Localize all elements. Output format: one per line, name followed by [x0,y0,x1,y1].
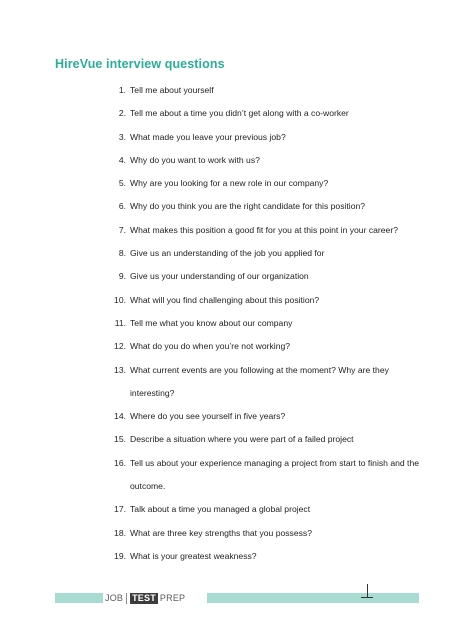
question-number: 1. [118,85,126,95]
question-text: What made you leave your previous job? [130,131,286,142]
question-number: 7. [118,224,126,235]
question-number: 16. [114,457,126,468]
question-text: What is your greatest weakness? [130,550,257,561]
question-number: 13. [114,364,126,375]
question-text: What will you find challenging about this position? [130,294,320,305]
question-list [108,79,428,568]
question-number: 14. [114,411,126,422]
logo-test-text: TEST [132,592,156,603]
question-item [108,102,428,125]
question-number: 19. [114,550,126,561]
question-item [108,126,428,149]
question-text: Why do you think you are the right candidate for this position? [130,201,366,212]
question-text: What current events are you following at the moment? Why are they interesting? [130,364,389,398]
question-text: What makes this position a good fit for you at this point in your career? [130,224,398,235]
question-text: Tell us about your experience managing a project from start to finish and the outcome. [130,457,420,492]
question-number: 12. [114,341,126,352]
question-text: Why do you want to work with us? [130,154,260,165]
question-item [108,335,428,358]
page-title: HireVue interview questions [55,57,225,71]
question-text: Where do you see yourself in five years? [130,411,286,422]
question-number: 5. [118,178,126,189]
question-number: 15. [114,434,126,445]
question-text: Talk about a time you managed a global project [130,504,311,515]
question-text: Tell me what you know about our company [130,317,293,328]
question-item [108,428,428,451]
question-item [108,405,428,428]
question-item [108,149,428,172]
question-item [108,172,428,195]
question-text: Why are you looking for a new role in our company? [130,178,329,189]
question-item [108,359,428,406]
question-item [108,545,428,568]
question-item [108,242,428,265]
question-number: 3. [118,131,126,142]
jobtestprep-logo [105,592,185,604]
question-number: 18. [114,527,126,538]
question-number: 2. [118,108,126,119]
question-item [108,289,428,312]
question-text: Tell me about yourself [130,85,214,95]
question-number: 17. [114,504,126,515]
text-cursor-icon [361,584,373,598]
question-text: Give us an understanding of the job you applied for [130,248,325,259]
logo-job-text: JOB [105,593,127,604]
question-number: 6. [118,201,126,212]
question-text: Describe a situation where you were part of a failed project [130,434,354,445]
footer-bar-left [55,593,103,603]
question-number: 4. [118,154,126,165]
question-item [108,195,428,218]
question-number: 11. [114,317,126,328]
question-item [108,79,428,102]
question-item [108,498,428,521]
question-text: What are three key strengths that you possess? [130,527,312,538]
question-number: 8. [118,248,126,259]
question-item [108,219,428,242]
question-text: Tell me about a time you didn’t get along with a co-worker [130,108,349,119]
question-item [108,522,428,545]
question-number: 9. [118,271,126,282]
question-item [108,452,428,499]
footer-bar-right [207,593,419,603]
question-item [108,265,428,288]
question-number: 10. [114,294,126,305]
question-text: Give us your understanding of our organization [130,271,309,282]
question-text: What do you do when you’re not working? [130,341,291,352]
logo-prep-text: PREP [159,592,186,603]
question-item [108,312,428,335]
